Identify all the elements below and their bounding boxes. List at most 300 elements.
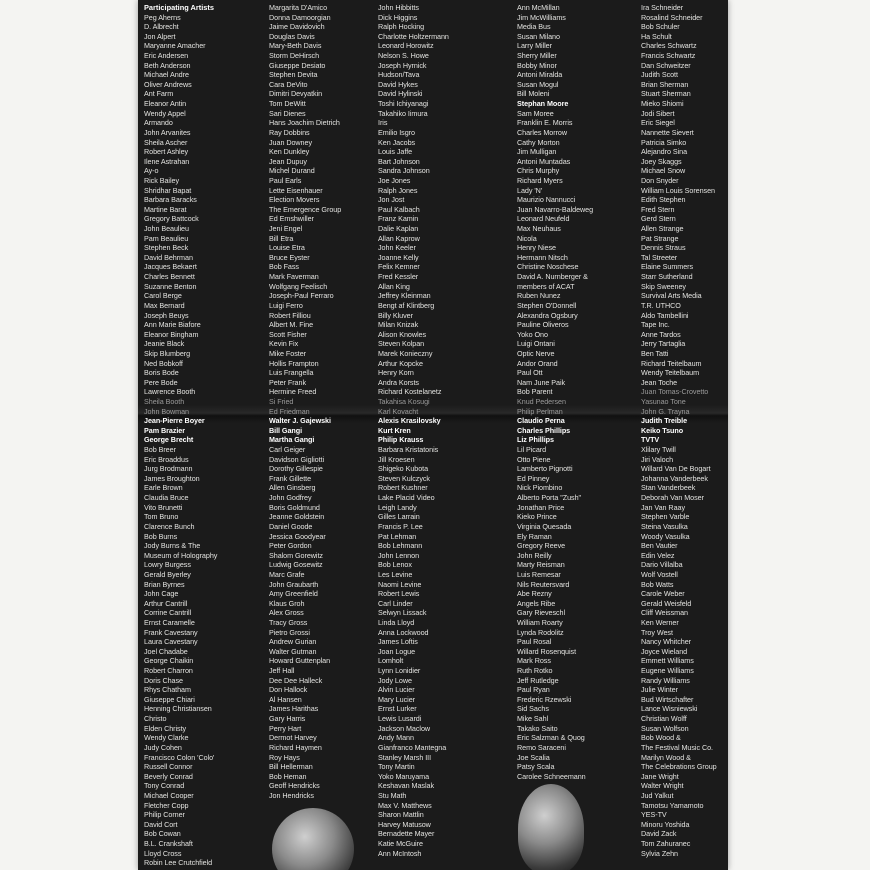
artist-name: Ludwig Gosewitz bbox=[269, 560, 323, 570]
artist-name: Ernst Caramelle bbox=[144, 618, 195, 627]
artist-name: Jon Alpert bbox=[144, 31, 176, 41]
artist-name: Joseph Beuys bbox=[144, 310, 189, 320]
artist-name: Pam Brazier bbox=[144, 425, 185, 435]
artist-name: James Broughton bbox=[144, 473, 200, 483]
artist-name: Nam June Paik bbox=[517, 377, 566, 387]
artist-name: Anna Lockwood bbox=[378, 627, 429, 637]
artist-column-5 bbox=[641, 3, 728, 858]
artist-name: Barbara Kristatonis bbox=[378, 445, 439, 455]
artist-name: Donna Damoorgian bbox=[269, 12, 331, 22]
artist-name: Andrew Gurian bbox=[269, 637, 317, 647]
artist-name: Joyce Wieland bbox=[641, 646, 688, 656]
artist-name: Lewis Lusardi bbox=[378, 714, 422, 724]
artist-name: Jan Van Raay bbox=[641, 502, 686, 512]
artist-name: Jim McWilliams bbox=[517, 12, 566, 22]
artist-name: Juan Navarro-Baldeweg bbox=[517, 204, 594, 214]
artist-name: Stanley Marsh III bbox=[378, 752, 432, 762]
artist-name: Arthur Cantrill bbox=[144, 598, 188, 608]
artist-name: Stu Math bbox=[378, 790, 407, 800]
artist-name: Dan Schweitzer bbox=[641, 60, 691, 70]
artist-name: Sharon Mattlin bbox=[378, 810, 424, 820]
artist-name: David Zack bbox=[641, 829, 677, 839]
artist-name: Christine Noschese bbox=[517, 262, 579, 272]
artist-name: James Loftis bbox=[378, 637, 418, 647]
artist-name: Roy Hays bbox=[269, 752, 300, 762]
artist-name: Judith Scott bbox=[641, 70, 678, 80]
artist-name: Ralph Hocking bbox=[378, 22, 425, 32]
artist-name: Walter J. Gajewski bbox=[269, 416, 331, 426]
artist-name: Bill Gangi bbox=[269, 425, 303, 435]
artist-name: Stuart Sherman bbox=[641, 89, 691, 99]
artist-name: Wendy Appel bbox=[144, 108, 186, 118]
artist-name: Toshi Ichiyanagi bbox=[378, 99, 429, 109]
artist-name: Boris Goldmund bbox=[269, 502, 320, 512]
artist-name: Peter Frank bbox=[269, 377, 306, 387]
artist-name: Lette Eisenhauer bbox=[269, 185, 323, 195]
artist-name: Yoko Maruyama bbox=[378, 771, 430, 781]
artist-name: Katie McGuire bbox=[378, 839, 423, 849]
artist-name: Perry Hart bbox=[269, 723, 302, 733]
artist-name: Philip Corner bbox=[144, 810, 185, 820]
artist-name: Luigi Ferro bbox=[269, 300, 303, 310]
artist-name: Jud Yalkut bbox=[641, 790, 674, 800]
artist-name: Claudia Bruce bbox=[144, 493, 189, 503]
artist-name: Bob Burns bbox=[144, 531, 178, 541]
artist-name: Ben Vautier bbox=[641, 541, 678, 551]
artist-name: TVTV bbox=[641, 435, 660, 445]
artist-name: Louis Jaffe bbox=[378, 147, 413, 157]
artist-name: Yasunao Tone bbox=[641, 396, 686, 406]
artist-name: Jill Kroesen bbox=[378, 454, 415, 464]
artist-name: Dorothy Gillespie bbox=[269, 464, 323, 474]
artist-name: Beth Anderson bbox=[144, 60, 191, 70]
artist-name: Ely Raman bbox=[517, 531, 552, 541]
artist-name: Mary-Beth Davis bbox=[269, 41, 322, 51]
artist-name: Allan King bbox=[378, 281, 410, 291]
artist-name: B.L. Crankshaft bbox=[144, 839, 193, 849]
artist-column-3 bbox=[378, 3, 502, 858]
artist-name: Peter Gordon bbox=[269, 541, 312, 551]
artist-name: Angels Ribe bbox=[517, 598, 556, 608]
artist-name: Sam Moree bbox=[517, 108, 554, 118]
artist-name: Cliff Weissman bbox=[641, 608, 688, 618]
artist-name: Lomholt bbox=[378, 656, 404, 666]
artist-name: Albert M. Fine bbox=[269, 320, 314, 330]
artist-name: James Harithas bbox=[269, 704, 319, 714]
artist-name: Emilio Isgro bbox=[378, 127, 415, 137]
artist-name: Jeanne Goldstein bbox=[269, 512, 325, 522]
artist-name: Alison Knowles bbox=[378, 329, 427, 339]
artist-name: Eleanor Antin bbox=[144, 99, 187, 109]
artist-name: Mike Sahl bbox=[517, 714, 549, 724]
artist-name: Maryanne Amacher bbox=[144, 41, 206, 51]
artist-name: Beverly Conrad bbox=[144, 771, 193, 781]
artist-name: Stephen Devita bbox=[269, 70, 318, 80]
artist-name: David Behrman bbox=[144, 252, 193, 262]
artist-name: Douglas Davis bbox=[269, 31, 315, 41]
artist-name: Deborah Van Moser bbox=[641, 493, 704, 503]
artist-name: Jean Toche bbox=[641, 377, 678, 387]
artist-name: Troy West bbox=[641, 627, 673, 637]
artist-name: Survival Arts Media bbox=[641, 291, 702, 301]
artist-name: Ilene Astrahan bbox=[144, 156, 190, 166]
artist-name: George Brecht bbox=[144, 435, 194, 445]
artist-name: Dermot Harvey bbox=[269, 733, 317, 743]
artist-name: Earle Brown bbox=[144, 483, 183, 493]
artist-name: Luis Remesar bbox=[517, 569, 561, 579]
artist-name: Iris bbox=[378, 118, 388, 128]
artist-name: Ralph Jones bbox=[378, 185, 418, 195]
artist-column-4 bbox=[517, 3, 641, 781]
artist-name: Allen Strange bbox=[641, 224, 684, 234]
artist-name: Les Levine bbox=[378, 569, 413, 579]
artist-name: Max V. Matthews bbox=[378, 800, 432, 810]
artist-name: Optic Nerve bbox=[517, 348, 555, 358]
artist-name: Tape Inc. bbox=[641, 320, 670, 330]
artist-name: Jean-Pierre Boyer bbox=[144, 416, 205, 426]
artist-name: Alejandro Sina bbox=[641, 147, 688, 157]
artist-name: Si Fried bbox=[269, 396, 294, 406]
artist-name: T.R. UTHCO bbox=[641, 300, 681, 310]
artist-name: Nancy Whitcher bbox=[641, 637, 692, 647]
artist-name: Hudson/Tava bbox=[378, 70, 420, 80]
artist-name: Robert Kushner bbox=[378, 483, 428, 493]
artist-name: Mark Ross bbox=[517, 656, 551, 666]
artist-name: Max Neuhaus bbox=[517, 224, 561, 234]
artist-name: Lady 'N' bbox=[517, 185, 543, 195]
artist-name: Bill Hellerman bbox=[269, 762, 313, 772]
artist-name: Lowry Burgess bbox=[144, 560, 191, 570]
artist-name: Walter Gutman bbox=[269, 646, 317, 656]
artist-name: John Arvanites bbox=[144, 127, 191, 137]
artist-name: Davidson Gigliotti bbox=[269, 454, 325, 464]
artist-name: Ken Jacobs bbox=[378, 137, 416, 147]
artist-name: John Reilly bbox=[517, 550, 552, 560]
artist-name: Joe Scalia bbox=[517, 752, 550, 762]
artist-name: Frank Gillette bbox=[269, 473, 312, 483]
artist-name: Ken Dunkley bbox=[269, 147, 310, 157]
artist-name: Stephan Moore bbox=[517, 99, 569, 109]
artist-name: Selwyn Lissack bbox=[378, 608, 427, 618]
artist-name: Lawrence Booth bbox=[144, 387, 196, 397]
artist-name: Francisco Colon 'Colo' bbox=[144, 752, 215, 762]
artist-name: Sandra Johnson bbox=[378, 166, 430, 176]
artist-name: members of ACAT bbox=[517, 281, 575, 291]
artist-name: Jiri Valoch bbox=[641, 454, 674, 464]
artist-name: Carolee Schneemann bbox=[517, 771, 586, 781]
artist-name: Christo bbox=[144, 714, 167, 724]
artist-name: Ed Emshwiller bbox=[269, 214, 314, 224]
artist-name: Armando bbox=[144, 118, 173, 128]
artist-name: Oliver Andrews bbox=[144, 79, 192, 89]
artist-name: Philip Krauss bbox=[378, 435, 424, 445]
artist-name: Juan Tomas-Crovetto bbox=[641, 387, 709, 397]
artist-name: David A. Nurnberger & bbox=[517, 272, 588, 282]
artist-name: Jodi Sibert bbox=[641, 108, 675, 118]
artist-name: Bill Moleni bbox=[517, 89, 550, 99]
artist-name: Gerd Stern bbox=[641, 214, 676, 224]
artist-name: Woody Vasulka bbox=[641, 531, 690, 541]
artist-name: Jacques Bekaert bbox=[144, 262, 197, 272]
artist-name: Steina Vasulka bbox=[641, 521, 688, 531]
artist-name: Carole Weber bbox=[641, 589, 685, 599]
artist-name: Wendy Clarke bbox=[144, 733, 189, 743]
artist-name: Carl Geiger bbox=[269, 445, 306, 455]
artist-name: Skip Sweeney bbox=[641, 281, 686, 291]
artist-name: Robert Lewis bbox=[378, 589, 420, 599]
artist-name: Eugene Williams bbox=[641, 666, 694, 676]
artist-name: Museum of Holography bbox=[144, 550, 218, 560]
artist-name: Max Bernard bbox=[144, 300, 185, 310]
artist-name: Luigi Ontani bbox=[517, 339, 555, 349]
artist-name: Nelson S. Howe bbox=[378, 51, 429, 61]
artist-name: Charles Schwartz bbox=[641, 41, 697, 51]
artist-name: Giuseppe Chiari bbox=[144, 694, 195, 704]
artist-name: Jaime Davidovich bbox=[269, 22, 325, 32]
artist-name: Kevin Fix bbox=[269, 339, 299, 349]
artist-name: Paul Ott bbox=[517, 368, 543, 378]
artist-name: Jim Mulligan bbox=[517, 147, 557, 157]
artist-name: Ken Werner bbox=[641, 618, 679, 627]
artist-name: Hermine Freed bbox=[269, 387, 317, 397]
artist-name: Takahiko Iimura bbox=[378, 108, 428, 118]
artist-name: Ann McMillan bbox=[517, 3, 560, 12]
artist-name: Gianfranco Mantegna bbox=[378, 742, 447, 752]
artist-name: Abe Rezny bbox=[517, 589, 552, 599]
artist-name: Gilles Larrain bbox=[378, 512, 420, 522]
artist-name: Robert Filliou bbox=[269, 310, 311, 320]
artist-name: Nicola bbox=[517, 233, 537, 243]
artist-name: Tal Streeter bbox=[641, 252, 678, 262]
artist-name: John Godfrey bbox=[269, 493, 312, 503]
artist-name: Randy Williams bbox=[641, 675, 690, 685]
artist-name: Robin Lee Crutchfield bbox=[144, 858, 213, 868]
artist-name: Mike Foster bbox=[269, 348, 306, 358]
artist-name: Sheila Booth bbox=[144, 396, 185, 406]
artist-name: Edith Stephen bbox=[641, 195, 686, 205]
artist-name: Ed Pinney bbox=[517, 473, 550, 483]
artist-name: Wolf Vostell bbox=[641, 569, 678, 579]
artist-name: Arthur Kopcke bbox=[378, 358, 423, 368]
artist-name: Jean Dupuy bbox=[269, 156, 307, 166]
artist-name: Antoni Muntadas bbox=[517, 156, 571, 166]
artist-name: Peg Aherns bbox=[144, 12, 181, 22]
artist-name: Paul Ryan bbox=[517, 685, 550, 695]
artist-name: Margarita D'Amico bbox=[269, 3, 328, 12]
artist-name: Frederic Rzewski bbox=[517, 694, 572, 704]
artist-name: David Hylinski bbox=[378, 89, 423, 99]
artist-name: Gary Rieveschl bbox=[517, 608, 566, 618]
artist-name: Jeni Engel bbox=[269, 224, 303, 234]
artist-name: Walter Wright bbox=[641, 781, 684, 791]
artist-name: Stephen O'Donnell bbox=[517, 300, 577, 310]
artist-name: Francis Schwartz bbox=[641, 51, 696, 61]
artist-name: Skip Blumberg bbox=[144, 348, 191, 358]
artist-name: Mary Lucier bbox=[378, 694, 415, 704]
artist-name: Tom Zahuranec bbox=[641, 839, 691, 849]
artist-name: Ray Dobbins bbox=[269, 127, 310, 137]
artist-name: Edin Velez bbox=[641, 550, 675, 560]
artist-name: Clarence Bunch bbox=[144, 521, 195, 531]
artist-name: Jerry Tartaglia bbox=[641, 339, 686, 349]
artist-name: Sylvia Zehn bbox=[641, 848, 679, 858]
artist-name: Andra Korsts bbox=[378, 377, 419, 387]
artist-name: Michel Durand bbox=[269, 166, 315, 176]
artist-name: Leonard Horowitz bbox=[378, 41, 434, 51]
artist-name: Jody Burns & The bbox=[144, 541, 201, 551]
artist-name: Alberto Porta "Zush" bbox=[517, 493, 582, 503]
artist-name: Linda Lloyd bbox=[378, 618, 415, 627]
artist-name: The Celebrations Group bbox=[641, 762, 717, 772]
artist-name: Bart Johnson bbox=[378, 156, 420, 166]
artist-name: Keshavan Maslak bbox=[378, 781, 434, 791]
artist-name: Jon Hendricks bbox=[269, 790, 314, 800]
artist-name: Richard Kostelanetz bbox=[378, 387, 442, 397]
artist-name: Ed Friedman bbox=[269, 406, 310, 416]
artist-name: Nick Piombino bbox=[517, 483, 563, 493]
artist-name: Elden Christy bbox=[144, 723, 187, 733]
artist-name: Paul Rosal bbox=[517, 637, 552, 647]
artist-name: Joe Jones bbox=[378, 175, 411, 185]
artist-name: Storm DeHirsch bbox=[269, 51, 320, 61]
artist-name: Hermann Nitsch bbox=[517, 252, 568, 262]
artist-name: Mark Faverman bbox=[269, 272, 319, 282]
artist-column-2 bbox=[269, 3, 393, 801]
artist-name: Charles Phillips bbox=[517, 425, 571, 435]
artist-name: Sheila Ascher bbox=[144, 137, 188, 147]
artist-name: Philip Perlman bbox=[517, 406, 563, 416]
artist-name: Don Hallock bbox=[269, 685, 308, 695]
artist-name: Kurt Kren bbox=[378, 425, 411, 435]
artist-name: Luis Frangella bbox=[269, 368, 314, 378]
artist-name: Rosalind Schneider bbox=[641, 12, 703, 22]
artist-name: Kieko Prince bbox=[517, 512, 557, 522]
artist-name: Judy Cohen bbox=[144, 742, 182, 752]
artist-name: Dimitri Devyatkin bbox=[269, 89, 323, 99]
artist-name: Jon Jost bbox=[378, 195, 405, 205]
artist-name: Starr Sutherland bbox=[641, 272, 693, 282]
artist-name: Tracy Gross bbox=[269, 618, 308, 627]
artist-name: Lynda Rodolitz bbox=[517, 627, 564, 637]
artist-name: Marilyn Wood & bbox=[641, 752, 691, 762]
artist-name: Stephen Beck bbox=[144, 243, 189, 253]
artist-name: Mieko Shiomi bbox=[641, 99, 684, 109]
artist-name: Lamberto Pignotti bbox=[517, 464, 573, 474]
artist-name: Richard Haymen bbox=[269, 742, 322, 752]
artist-name: Paul Kalbach bbox=[378, 204, 420, 214]
artist-name: Franz Kamin bbox=[378, 214, 419, 224]
artist-name: Takako Saito bbox=[517, 723, 558, 733]
artist-name: Sherry Miller bbox=[517, 51, 557, 61]
artist-name: Bob Lehmann bbox=[378, 541, 423, 551]
artist-name: Susan Wolfson bbox=[641, 723, 689, 733]
artist-name: Joseph Hyrnick bbox=[378, 60, 427, 70]
artist-name: John Beaulieu bbox=[144, 224, 189, 234]
poster-sheet bbox=[138, 0, 728, 870]
artist-name: Gerald Byerley bbox=[144, 569, 191, 579]
artist-name: Minoru Yoshida bbox=[641, 819, 690, 829]
artist-name: Rhys Chatham bbox=[144, 685, 191, 695]
artist-name: Louise Etra bbox=[269, 243, 305, 253]
artist-name: Juan Downey bbox=[269, 137, 312, 147]
artist-name: Daniel Goode bbox=[269, 521, 313, 531]
artist-name: Ira Schneider bbox=[641, 3, 684, 12]
artist-name: Virginia Quesada bbox=[517, 521, 572, 531]
artist-name: Tony Martin bbox=[378, 762, 415, 772]
artist-name: Robert Ashley bbox=[144, 147, 189, 157]
artist-name: Joel Chadabe bbox=[144, 646, 188, 656]
artist-name: Pat Strange bbox=[641, 233, 679, 243]
artist-name: Don Snyder bbox=[641, 175, 679, 185]
artist-name: Charles Morrow bbox=[517, 127, 568, 137]
artist-name: Hollis Frampton bbox=[269, 358, 319, 368]
artist-name: Bob Parent bbox=[517, 387, 553, 397]
artist-name: Shridhar Bapat bbox=[144, 185, 192, 195]
artist-name: Johanna Vanderbeek bbox=[641, 473, 708, 483]
artist-name: Gerald Weisfeld bbox=[641, 598, 692, 608]
artist-name: Scott Fisher bbox=[269, 329, 307, 339]
artist-name: Sid Sachs bbox=[517, 704, 549, 714]
artist-name: Liz Phillips bbox=[517, 435, 554, 445]
artist-name: Fred Kessler bbox=[378, 272, 419, 282]
artist-name: Jeanie Black bbox=[144, 339, 185, 349]
artist-name: Bill Etra bbox=[269, 233, 294, 243]
artist-name: Shigeko Kubota bbox=[378, 464, 429, 474]
artist-name: Willard Rosenquist bbox=[517, 646, 577, 656]
artist-name: Steven Kolpan bbox=[378, 339, 425, 349]
artist-name: Amy Greenfield bbox=[269, 589, 318, 599]
artist-name: Gary Harris bbox=[269, 714, 306, 724]
artist-name: Tony Conrad bbox=[144, 781, 185, 791]
artist-name: Media Bus bbox=[517, 22, 551, 32]
artist-name: Fred Stern bbox=[641, 204, 675, 214]
artist-name: Keiko Tsuno bbox=[641, 425, 684, 435]
artist-name: Billy Kluver bbox=[378, 310, 413, 320]
artist-name: John Bowman bbox=[144, 406, 189, 416]
artist-name: Pauline Oliveros bbox=[517, 320, 569, 330]
artist-name: Pat Lehman bbox=[378, 531, 417, 541]
artist-name: Bruce Eyster bbox=[269, 252, 310, 262]
artist-name: Bob Schuler bbox=[641, 22, 680, 32]
artist-name: Harvey Matusow bbox=[378, 819, 431, 829]
artist-name: Franklin E. Morris bbox=[517, 118, 573, 128]
artist-name: Sari Dienes bbox=[269, 108, 306, 118]
artist-name: Naomi Levine bbox=[378, 579, 422, 589]
artist-name: Remo Saraceni bbox=[517, 742, 566, 752]
artist-name: Hans Joachim Dietrich bbox=[269, 118, 340, 128]
artist-name: Ned Bobkoff bbox=[144, 358, 183, 368]
artist-name: Michael Snow bbox=[641, 166, 686, 176]
artist-name: Lake Placid Video bbox=[378, 493, 435, 503]
artist-name: Richard Teitelbaum bbox=[641, 358, 702, 368]
artist-name: Eleanor Bingham bbox=[144, 329, 199, 339]
artist-name: Jeff Rutledge bbox=[517, 675, 559, 685]
artist-name: Judith Treible bbox=[641, 416, 688, 426]
artist-name: John G. Trayna bbox=[641, 406, 690, 416]
artist-name: Pere Bode bbox=[144, 377, 178, 387]
artist-name: Boris Bode bbox=[144, 368, 179, 378]
artist-name: Andor Orand bbox=[517, 358, 558, 368]
artist-name: Shalom Gorewitz bbox=[269, 550, 323, 560]
artist-name: Gregory Battcock bbox=[144, 214, 199, 224]
artist-name: Frank Cavestany bbox=[144, 627, 198, 637]
artist-name: John Hibbitts bbox=[378, 3, 419, 12]
artist-name: Stan Vanderbeek bbox=[641, 483, 696, 493]
artist-column-1 bbox=[144, 3, 268, 868]
artist-name: The Emergence Group bbox=[269, 204, 342, 214]
artist-name: YES-TV bbox=[641, 810, 667, 820]
artist-name: Ann McIntosh bbox=[378, 848, 422, 858]
